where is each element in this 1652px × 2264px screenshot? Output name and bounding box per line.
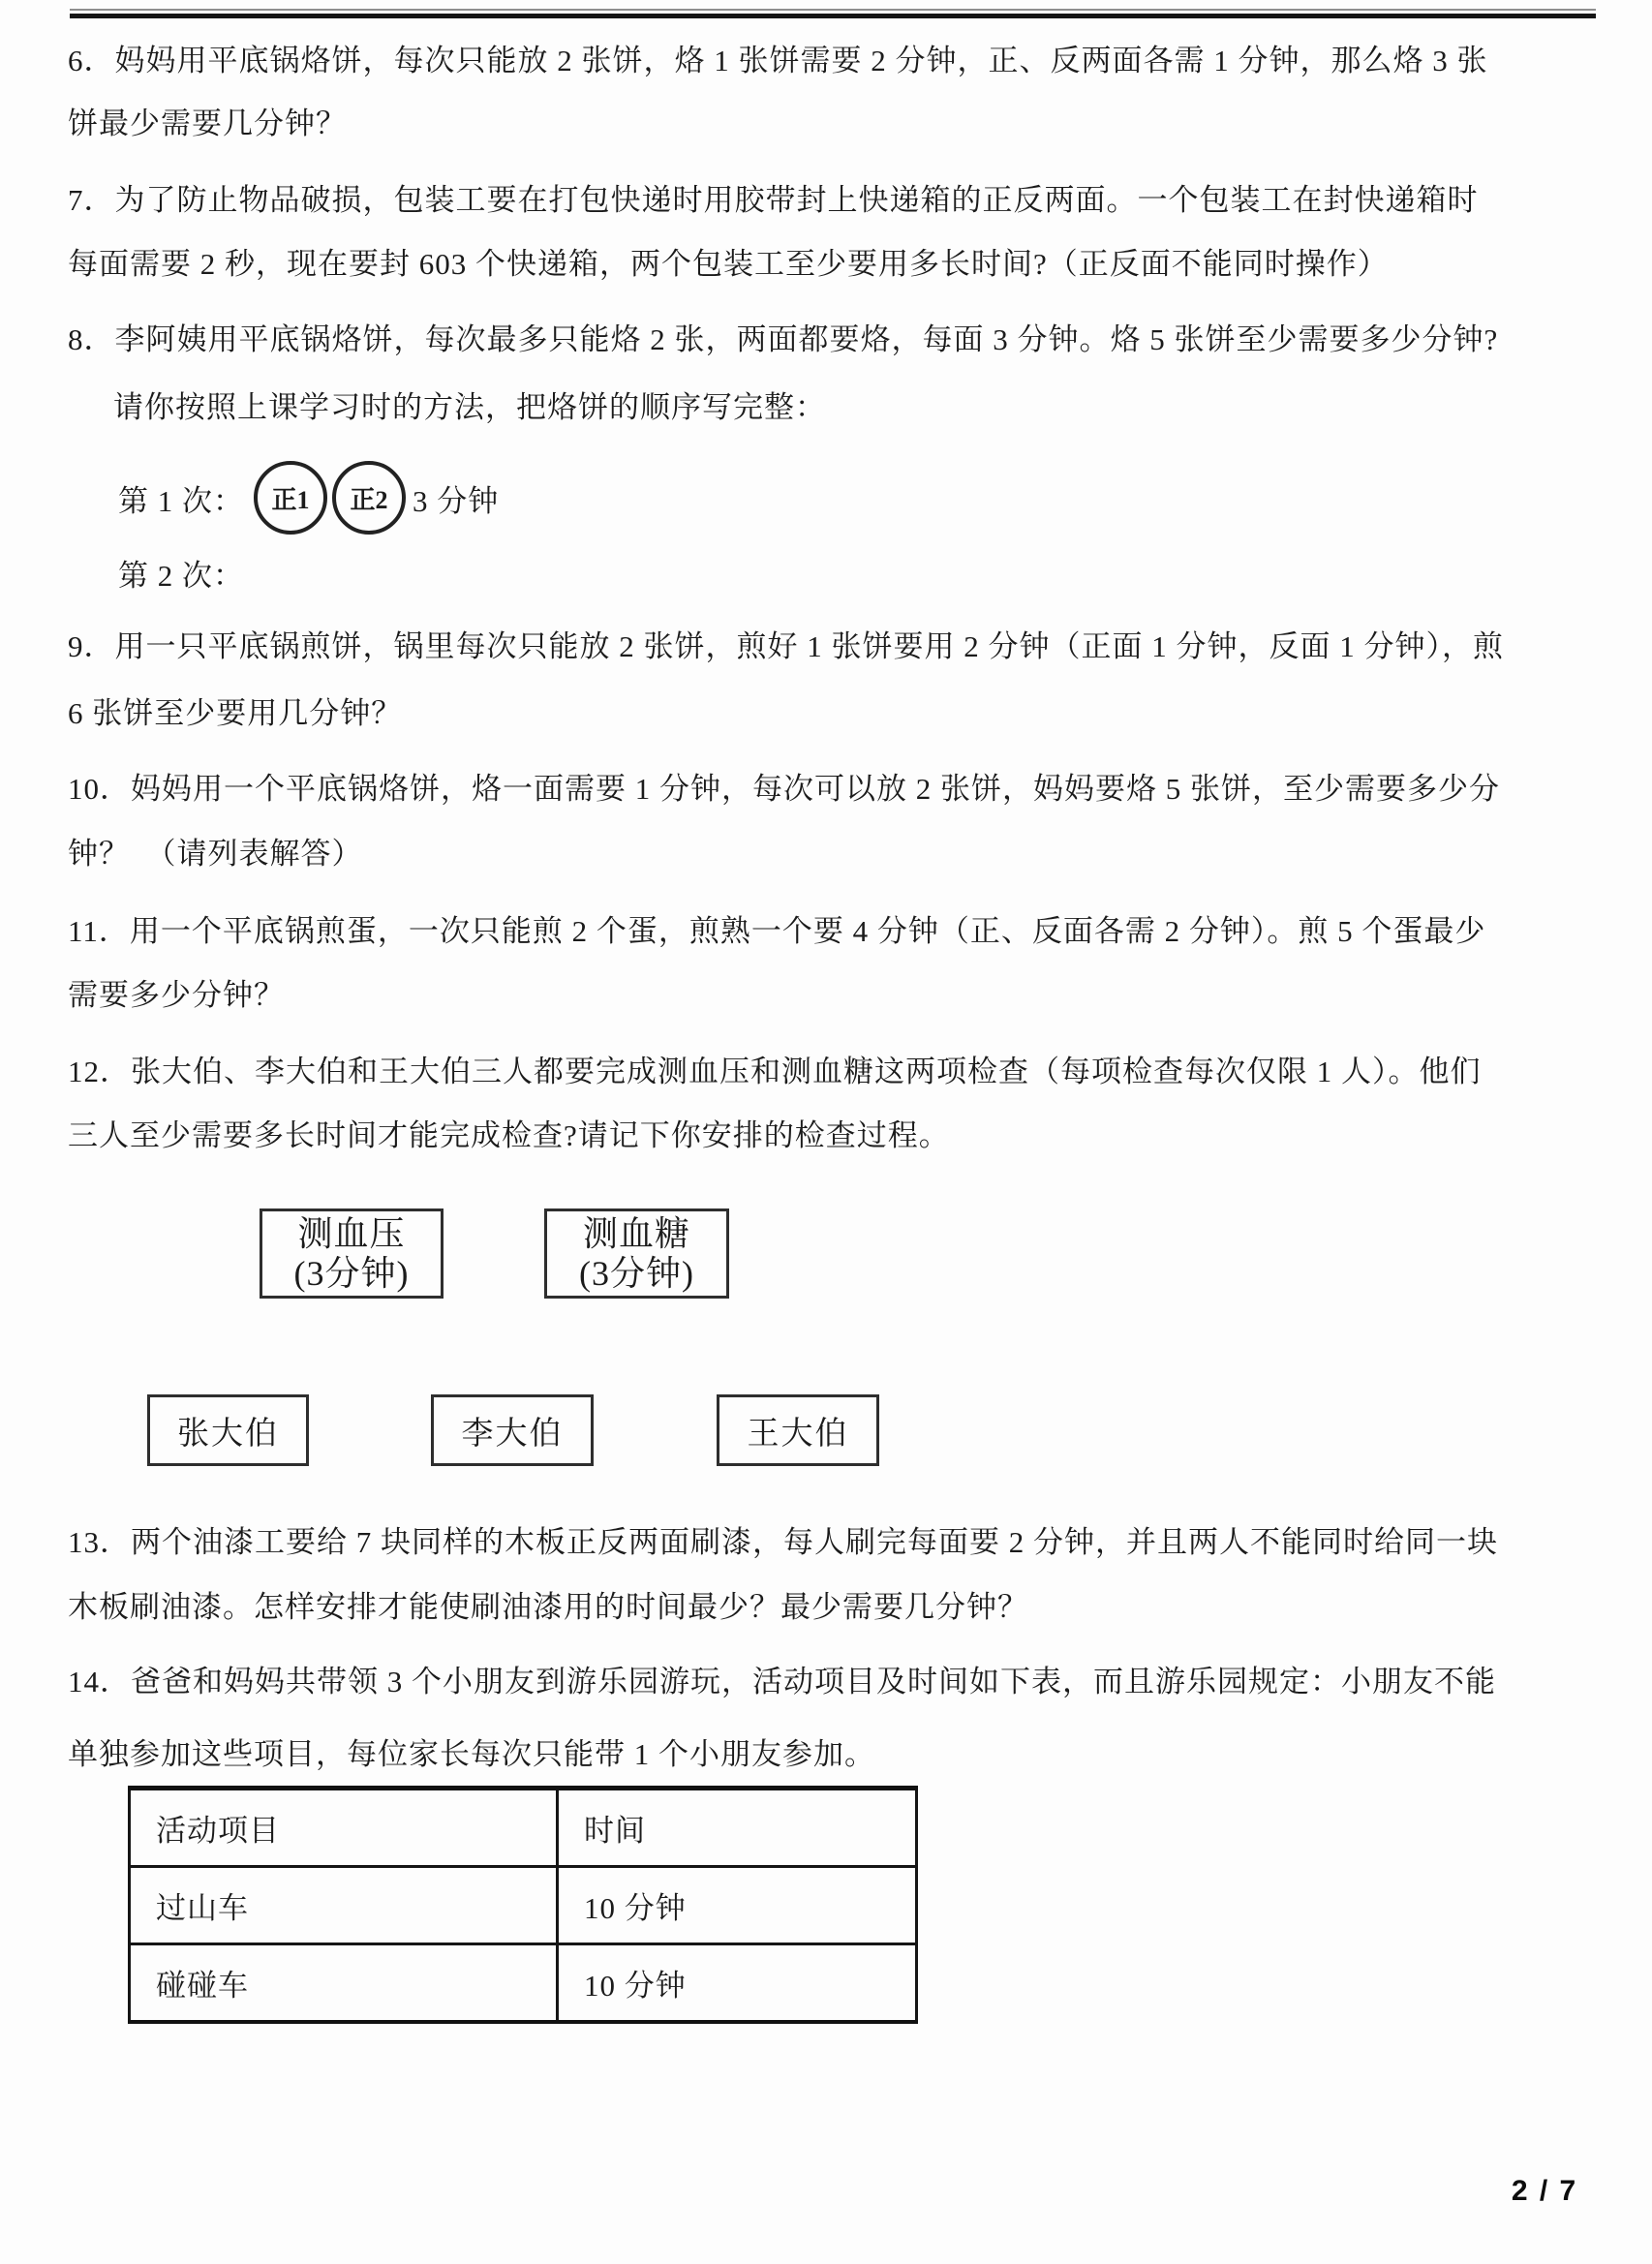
q8-step1-label: 第 1 次： bbox=[118, 483, 244, 518]
pancake-front1-circle bbox=[254, 461, 327, 535]
pancake-front2-circle bbox=[332, 461, 406, 535]
question-9-line-1: 9．用一只平底锅煎饼，锅里每次只能放 2 张饼，煎好 1 张饼要用 2 分钟（正面 1 分钟，反面 1 分钟），煎 bbox=[68, 629, 1504, 663]
activity-time-table bbox=[128, 1786, 918, 2024]
question-10-line-2: 钟？ （请列表解答） bbox=[68, 837, 363, 871]
person-li-label: 李大伯 bbox=[461, 1416, 564, 1452]
question-10-line-1: 10．妈妈用一个平底锅烙饼，烙一面需要 1 分钟，每次可以放 2 张饼，妈妈要烙 5 张饼，至少需要多少分 bbox=[68, 772, 1500, 806]
person-wang-box bbox=[717, 1394, 879, 1466]
q8-step1-time: 3 分钟 bbox=[413, 483, 500, 518]
station-blood-sugar-box bbox=[544, 1208, 729, 1299]
table-cell-time: 10 分钟 bbox=[558, 1867, 917, 1944]
table-header-activity: 活动项目 bbox=[130, 1789, 558, 1867]
header-rule-thick bbox=[70, 14, 1596, 18]
person-li-box bbox=[431, 1394, 594, 1466]
station-blood-sugar-name: 测血糖 bbox=[582, 1213, 690, 1253]
table-row bbox=[130, 1867, 917, 1944]
question-8-line-1: 8．李阿姨用平底锅烙饼，每次最多只能烙 2 张，两面都要烙，每面 3 分钟。烙 5 张饼至少需要多少分钟? bbox=[68, 322, 1499, 356]
question-7-line-1: 7．为了防止物品破损，包装工要在打包快递时用胶带封上快递箱的正反两面。一个包装工在封快递箱时 bbox=[68, 183, 1479, 217]
pancake-front2-label: 正2 bbox=[350, 485, 388, 514]
question-14-line-2: 单独参加这些项目，每位家长每次只能带 1 个小朋友参加。 bbox=[68, 1737, 875, 1771]
question-11-line-1: 11．用一个平底锅煎蛋，一次只能煎 2 个蛋，煎熟一个要 4 分钟（正、反面各需 2 分钟）。煎 5 个蛋最少 bbox=[68, 914, 1486, 948]
question-7-line-2: 每面需要 2 秒，现在要封 603 个快递箱，两个包装工至少要用多长时间?（正反面不能同时操作） bbox=[68, 247, 1389, 281]
question-6-line-1: 6．妈妈用平底锅烙饼，每次只能放 2 张饼，烙 1 张饼需要 2 分钟，正、反两面各需 1 分钟，那么烙 3 张 bbox=[68, 44, 1488, 77]
station-blood-sugar-time: (3分钟) bbox=[579, 1253, 694, 1293]
q8-step1-row bbox=[118, 460, 499, 535]
table-header-time: 时间 bbox=[558, 1789, 917, 1867]
question-9-line-2: 6 张饼至少要用几分钟？ bbox=[68, 696, 403, 730]
table-cell-activity: 碰碰车 bbox=[130, 1944, 558, 2023]
page-number: 2 / 7 bbox=[1511, 2175, 1578, 2207]
question-12-line-1: 12．张大伯、李大伯和王大伯三人都要完成测血压和测血糖这两项检查（每项检查每次仅限 1 人）。他们 bbox=[68, 1055, 1482, 1088]
question-13-line-2: 木板刷油漆。怎样安排才能使刷油漆用的时间最少？最少需要几分钟？ bbox=[68, 1590, 1028, 1624]
table-cell-time: 10 分钟 bbox=[558, 1944, 917, 2023]
person-wang-label: 王大伯 bbox=[747, 1416, 849, 1452]
person-zhang-box bbox=[147, 1394, 309, 1466]
person-zhang-label: 张大伯 bbox=[177, 1416, 279, 1452]
question-11-line-2: 需要多少分钟？ bbox=[68, 978, 285, 1012]
header-rule-thin bbox=[70, 9, 1596, 11]
question-14-line-1: 14．爸爸和妈妈共带领 3 个小朋友到游乐园游玩，活动项目及时间如下表，而且游乐园规定：小朋友不能 bbox=[68, 1665, 1496, 1698]
question-8-line-2: 请你按照上课学习时的方法，把烙饼的顺序写完整： bbox=[113, 390, 826, 424]
question-13-line-1: 13．两个油漆工要给 7 块同样的木板正反两面刷漆，每人刷完每面要 2 分钟，并且两人不能同时给同一块 bbox=[68, 1525, 1498, 1559]
question-12-line-2: 三人至少需要多长时间才能完成检查?请记下你安排的检查过程。 bbox=[68, 1118, 950, 1152]
station-blood-pressure-name: 测血压 bbox=[297, 1213, 406, 1253]
table-cell-activity: 过山车 bbox=[130, 1867, 558, 1944]
question-6-line-2: 饼最少需要几分钟？ bbox=[68, 107, 347, 140]
station-blood-pressure-box bbox=[260, 1208, 444, 1299]
station-blood-pressure-time: (3分钟) bbox=[293, 1253, 410, 1293]
table-header-row bbox=[130, 1789, 917, 1867]
table-row bbox=[130, 1944, 917, 2023]
pancake-front1-label: 正1 bbox=[271, 485, 310, 514]
q8-step2-label: 第 2 次： bbox=[118, 559, 244, 593]
